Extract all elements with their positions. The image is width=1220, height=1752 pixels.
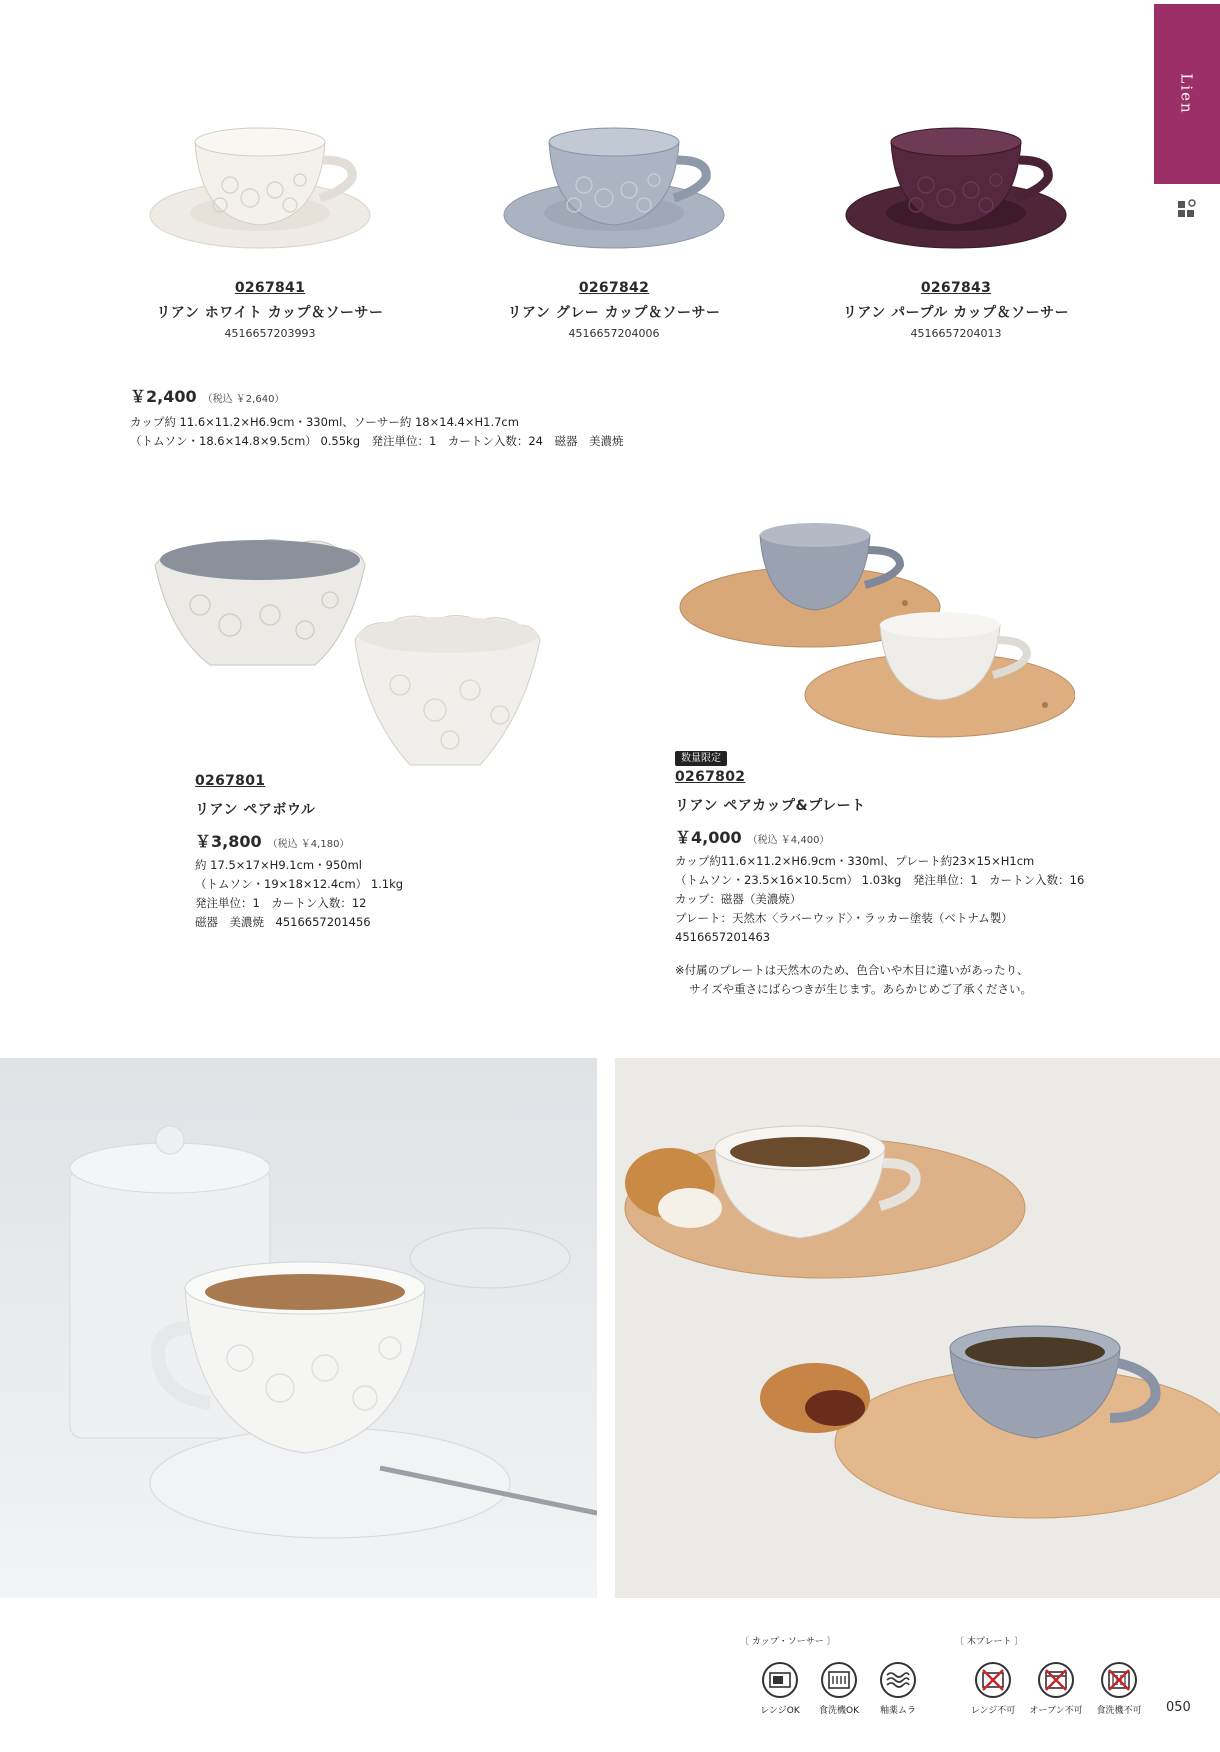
spec-line: 4516657201463 bbox=[675, 930, 771, 944]
jan-code: 4516657204006 bbox=[568, 327, 660, 340]
pair-cup-plate-info bbox=[675, 746, 1084, 999]
care-label: レンジ不可 bbox=[970, 1706, 1016, 1716]
spec-line: カップ約11.6×11.2×H6.9cm・330ml、プレート約23×15×H1cm bbox=[675, 854, 1035, 868]
product-image-pair-cup-plate bbox=[675, 515, 1075, 759]
product-code: 0267841 bbox=[234, 280, 306, 296]
product-image-pair-bowl bbox=[150, 525, 590, 779]
spec-line: カップ約 11.6×11.2×H6.9cm・330ml、ソーサー約 18×14.4×H1.7cm bbox=[130, 415, 519, 429]
brand-tab-label: Lien bbox=[1177, 73, 1196, 115]
spec-line: （トムソン・18.6×14.8×9.5cm） 0.55kg 発注単位：1 カートン入数：24 磁器 美濃焼 bbox=[130, 434, 624, 448]
product-code: 0267843 bbox=[920, 280, 992, 296]
care-heading-cup-saucer: 〔 カップ・ソーサー 〕 bbox=[740, 1637, 836, 1647]
no-oven-icon bbox=[1038, 1662, 1074, 1698]
pair-bowl-info bbox=[195, 773, 403, 932]
price: ￥4,000 bbox=[675, 828, 742, 847]
product-name: リアン パープル カップ＆ソーサー bbox=[842, 305, 1070, 321]
spec-line: （トムソン・23.5×16×10.5cm） 1.03kg 発注単位：1 カートン入数：16 bbox=[675, 873, 1085, 887]
spec-line: 発注単位：1 カートン入数：12 bbox=[195, 896, 367, 910]
no-microwave-icon bbox=[975, 1662, 1011, 1698]
product-grey-cup-info bbox=[464, 280, 764, 340]
product-code: 0267801 bbox=[195, 773, 266, 789]
product-name: リアン ホワイト カップ＆ソーサー bbox=[156, 305, 384, 321]
price-tax-included: （税込 ￥4,400） bbox=[747, 835, 830, 846]
product-name: リアン ペアカップ&プレート bbox=[675, 798, 866, 814]
spec-line: 磁器 美濃焼 4516657201456 bbox=[195, 915, 371, 929]
glaze-wave-icon bbox=[880, 1662, 916, 1698]
microwave-icon bbox=[762, 1662, 798, 1698]
price: ￥3,800 bbox=[195, 832, 262, 851]
dishwasher-icon bbox=[821, 1662, 857, 1698]
product-image-white-cup bbox=[140, 110, 380, 264]
price: ￥2,400 bbox=[130, 387, 197, 406]
care-label: 釉薬ムラ bbox=[879, 1706, 916, 1716]
note-line: サイズや重さにばらつきが生じます。あらかじめご了承ください。 bbox=[689, 982, 1033, 996]
spec-line: 約 17.5×17×H9.1cm・950ml bbox=[195, 858, 362, 872]
spec-line: プレート：天然木〈ラバーウッド〉・ラッカー塗装（ベトナム製） bbox=[675, 911, 1013, 925]
limited-quantity-badge: 数量限定 bbox=[675, 751, 727, 766]
jan-code: 4516657204013 bbox=[910, 327, 1002, 340]
note-line: ※付属のプレートは天然木のため、色合いや木目に違いがあったり、 bbox=[675, 963, 1029, 977]
lifestyle-photo-soup-cups bbox=[615, 1058, 1220, 1598]
no-dishwasher-icon bbox=[1101, 1662, 1137, 1698]
brand-side-tab bbox=[1154, 4, 1220, 184]
product-name: リアン ペアボウル bbox=[195, 802, 316, 818]
care-label: 食洗機不可 bbox=[1096, 1706, 1142, 1716]
product-white-cup-info bbox=[120, 280, 420, 340]
product-image-purple-cup bbox=[836, 110, 1076, 264]
care-heading-wood-plate: 〔 木プレート 〕 bbox=[955, 1637, 1024, 1647]
spec-line: カップ：磁器（美濃焼） bbox=[675, 892, 802, 906]
product-code: 0267842 bbox=[578, 280, 650, 296]
page-number: 050 bbox=[1166, 1700, 1191, 1715]
jan-code: 4516657203993 bbox=[224, 327, 316, 340]
flower-mark-icon bbox=[1177, 197, 1199, 223]
product-code: 0267802 bbox=[675, 769, 746, 785]
care-label: 食洗機OK bbox=[819, 1706, 859, 1716]
product-purple-cup-info bbox=[806, 280, 1106, 340]
product-image-grey-cup bbox=[494, 110, 734, 264]
product-name: リアン グレー カップ＆ソーサー bbox=[507, 305, 721, 321]
cup-saucer-price-block bbox=[130, 384, 623, 451]
price-tax-included: （税込 ￥2,640） bbox=[202, 394, 285, 405]
care-label: オーブン不可 bbox=[1029, 1706, 1083, 1716]
price-tax-included: （税込 ￥4,180） bbox=[267, 839, 350, 850]
care-label: レンジOK bbox=[760, 1706, 800, 1716]
spec-line: （トムソン・19×18×12.4cm） 1.1kg bbox=[195, 877, 404, 891]
lifestyle-photo-teacup bbox=[0, 1058, 597, 1598]
